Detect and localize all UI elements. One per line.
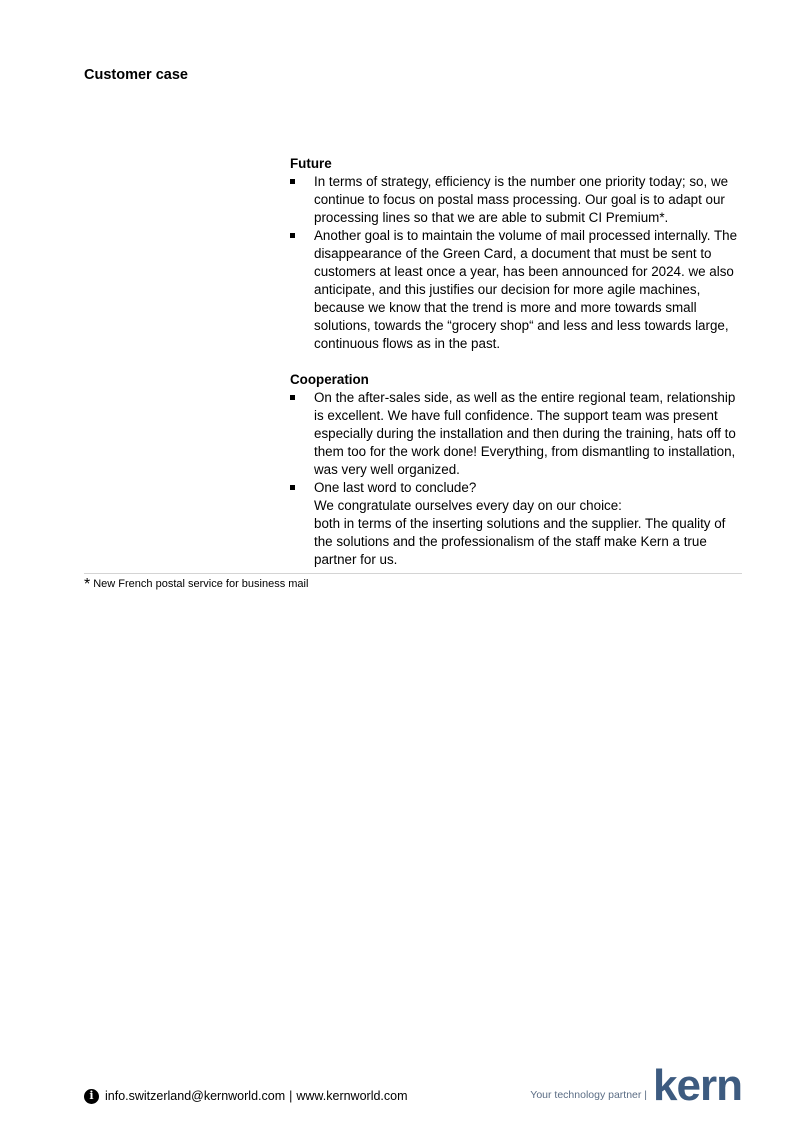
footer-contact bbox=[84, 1088, 408, 1104]
list-item-text: We congratulate ourselves every day on our choice: bbox=[314, 498, 622, 513]
bullet-icon bbox=[290, 395, 295, 400]
list-item-text: On the after-sales side, as well as the entire regional team, relationship is excellent. We have full confidence. The support team was present especially during the installation and then during the training, hats off to them too for the work done! Everything, from dismantling to installation, was very well organized. bbox=[314, 390, 736, 477]
section-cooperation bbox=[290, 371, 742, 569]
bullet-icon bbox=[290, 233, 295, 238]
page-title: Customer case bbox=[84, 67, 188, 83]
tagline: Your technology partner | bbox=[530, 1089, 648, 1101]
bullet-list bbox=[290, 389, 742, 569]
kern-logo: kern bbox=[653, 1061, 742, 1110]
website-link[interactable]: www.kernworld.com bbox=[296, 1089, 408, 1103]
email-link[interactable]: info.switzerland@kernworld.com bbox=[105, 1089, 286, 1103]
section-heading: Cooperation bbox=[290, 372, 369, 387]
list-item bbox=[290, 389, 742, 479]
footnote-text: New French postal service for business mail bbox=[93, 578, 309, 590]
bullet-icon bbox=[290, 179, 295, 184]
footnote bbox=[84, 576, 308, 593]
main-content bbox=[290, 155, 742, 587]
list-item bbox=[290, 227, 742, 353]
section-future bbox=[290, 155, 742, 353]
footer-separator: | bbox=[289, 1089, 293, 1103]
section-heading: Future bbox=[290, 156, 332, 171]
list-item-text: both in terms of the inserting solutions and the supplier. The quality of the solutions and the professionalism of the staff make Kern a true partner for us. bbox=[314, 516, 726, 567]
info-icon: i bbox=[84, 1089, 99, 1104]
bullet-icon bbox=[290, 485, 295, 490]
bullet-list bbox=[290, 173, 742, 353]
list-item-text: Another goal is to maintain the volume of mail processed internally. The disappearance of the Green Card, a document that must be sent to customers at least once a year, has been announced for 2024. we also anticipate, and this justifies our decision for more agile machines, because we know that the trend is more and more towards small solutions, towards the “grocery shop“ and less and less towards large, continuous flows as in the past. bbox=[314, 228, 738, 351]
footnote-divider bbox=[84, 573, 742, 574]
list-item bbox=[290, 173, 742, 227]
list-item-question: One last word to conclude? bbox=[314, 480, 477, 495]
footnote-marker: * bbox=[84, 576, 91, 593]
list-item-text: In terms of strategy, efficiency is the number one priority today; so, we continue to focus on postal mass processing. Our goal is to adapt our processing lines so that we are able to submit CI Premium*. bbox=[314, 174, 729, 225]
list-item bbox=[290, 479, 742, 569]
footer-brand bbox=[530, 1061, 742, 1110]
